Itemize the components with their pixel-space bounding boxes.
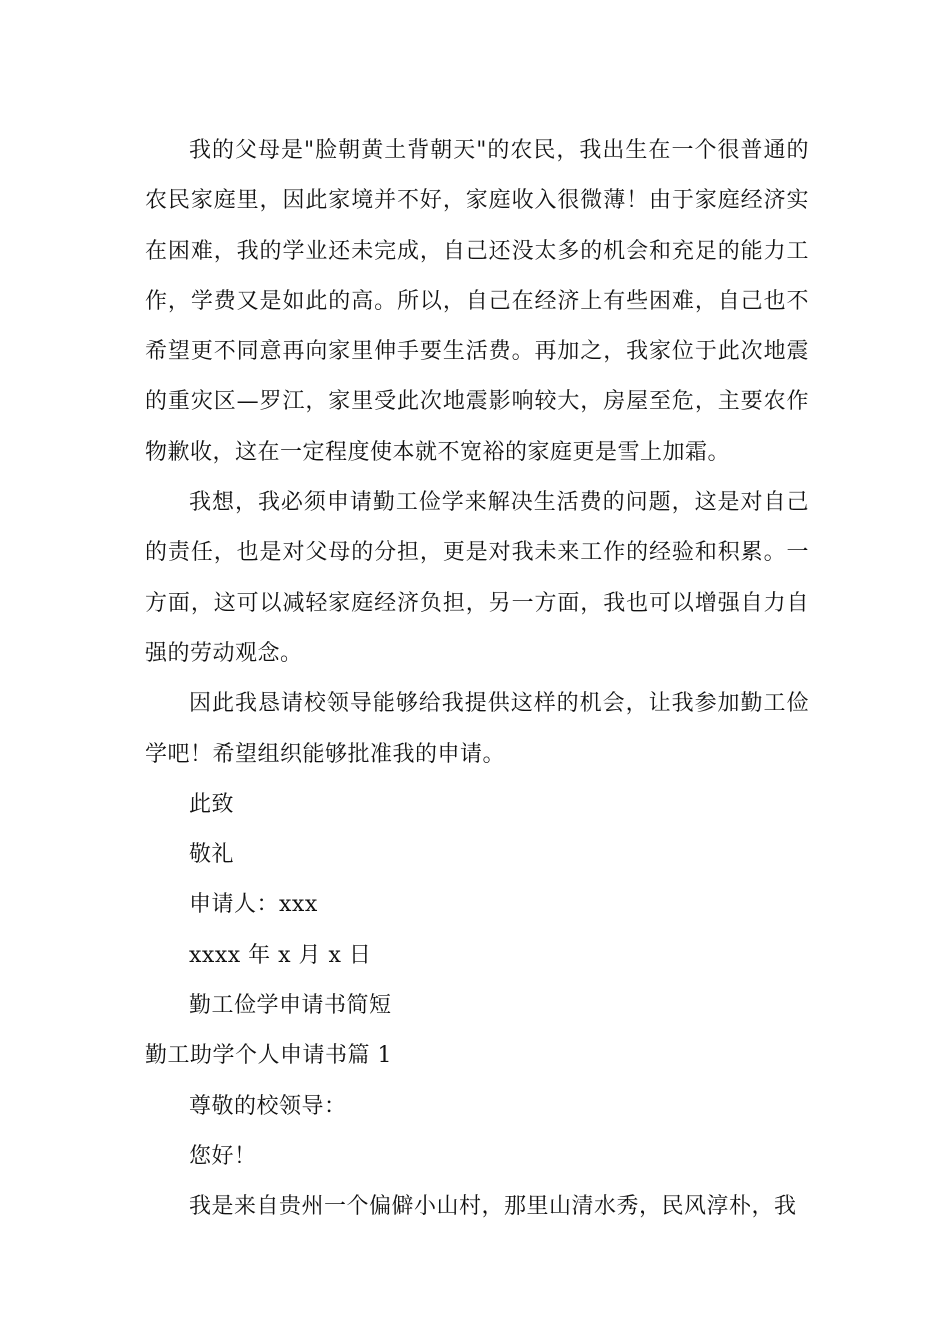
hello-line: 您好！ xyxy=(189,1143,257,1169)
salute-text: 敬礼 xyxy=(189,842,235,868)
greeting-line: 尊敬的校领导： xyxy=(189,1093,347,1119)
paragraph-reason: 我想，我必须申请勤工俭学来解决生活费的问题，这是对自己的责任，也是对父母的分担，更是对我未来工作的经验和积累。一方面，这可以减轻家庭经济负担，另一方面，我也可以增强自力自强的劳动观念。 xyxy=(145,490,809,666)
applicant-line: 申请人：xxx xyxy=(189,892,318,918)
last-line: 我是来自贵州一个偏僻小山村，那里山清水秀，民风淳朴，我 xyxy=(189,1194,797,1220)
document-page xyxy=(145,126,809,1233)
date-line: xxxx 年 x 月 x 日 xyxy=(189,942,372,968)
paragraph-family-background: 我的父母是"脸朝黄土背朝天"的农民，我出生在一个很普通的农民家庭里，因此家境并不好，家庭收入很微薄！由于家庭经济实在困难，我的学业还未完成，自己还没太多的机会和充足的能力工作，学费又是如此的高。所以，自己在经济上有些困难，自己也不希望更不同意再向家里伸手要生活费。再加之，我家位于此次地震的重灾区—罗江，家里受此次地震影响较大，房屋至危，主要农作物歉收，这在一定程度使本就不宽裕的家庭更是雪上加霜。 xyxy=(145,138,809,465)
paragraph-request: 因此我恳请校领导能够给我提供这样的机会，让我参加勤工俭学吧！希望组织能够批准我的申请。 xyxy=(145,691,809,767)
closing-text: 此致 xyxy=(189,791,235,817)
next-article-title: 勤工俭学申请书简短 xyxy=(189,993,392,1019)
section-title: 勤工助学个人申请书篇 1 xyxy=(145,1043,392,1069)
